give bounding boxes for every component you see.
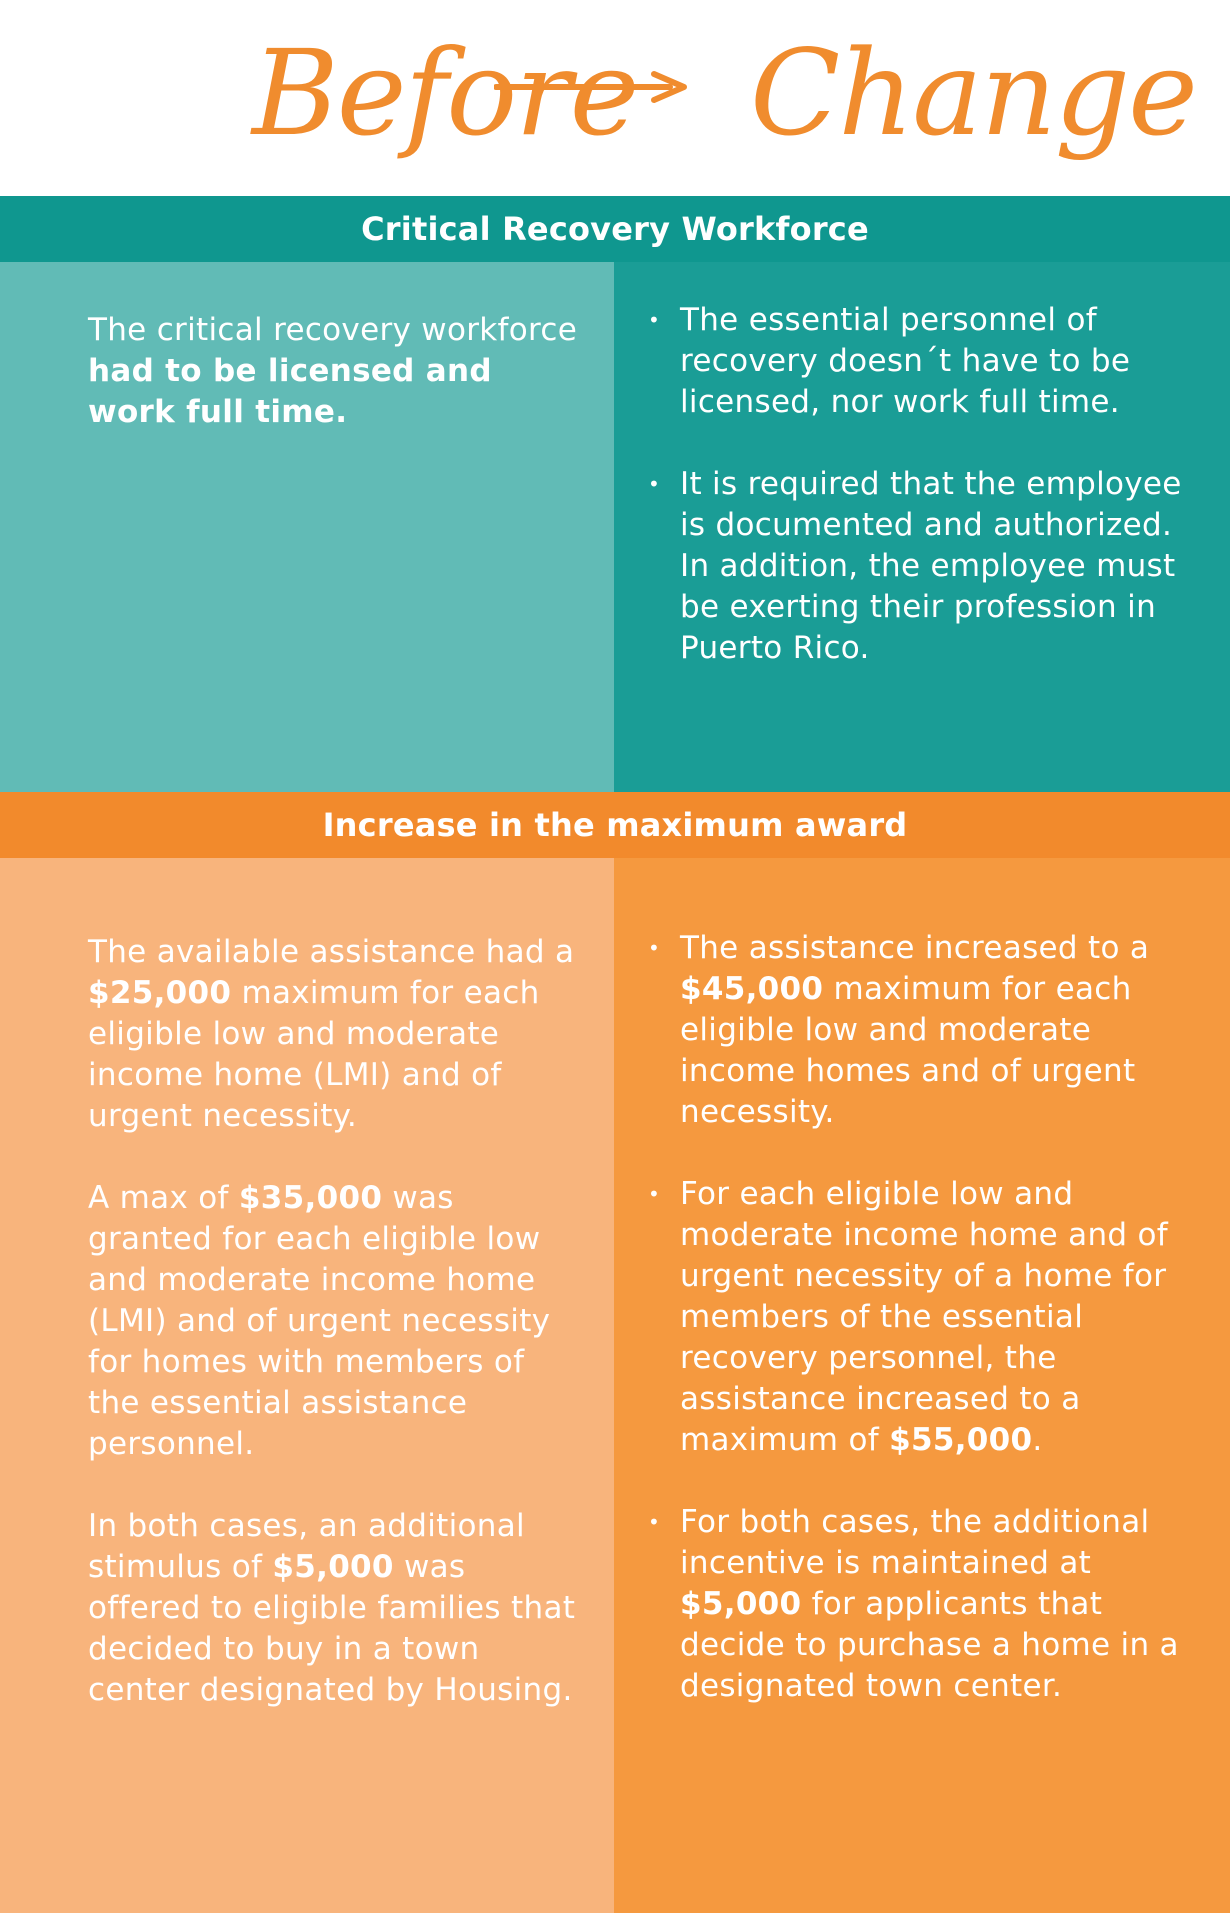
paragraph: A max of $35,000 was granted for each eligible low and moderate income home (LMI) and of urgent necessity for homes with members of the essential assistance personnel. <box>88 1180 551 1462</box>
bullet-dot-icon: • <box>648 1182 661 1206</box>
section-title-award: Increase in the maximum award <box>0 792 1230 858</box>
workforce-before-text <box>88 310 578 433</box>
award-change-panel <box>614 858 1230 1913</box>
header <box>0 0 1230 196</box>
bullet-dot-icon: • <box>648 472 661 496</box>
award-change-list <box>614 928 1230 1748</box>
bullet-dot-icon: • <box>648 936 661 960</box>
list-item: • It is required that the employee is documented and authorized. In addition, the employee must be exerting their profession in Puerto Rico. <box>648 466 1182 666</box>
workforce-before-panel <box>0 262 614 792</box>
workforce-change-list <box>614 300 1230 710</box>
award-before-panel <box>0 858 614 1913</box>
list-item: • For both cases, the additional incentive is maintained at $5,000 for applicants that decide to purchase a home in a designated town center. <box>648 1504 1179 1704</box>
paragraph: In both cases, an additional stimulus of $5,000 was offered to eligible families that decided to buy in a town center designated by Housing. <box>88 1508 576 1708</box>
award-before-text <box>88 932 578 1752</box>
bullet-dot-icon: • <box>648 308 661 332</box>
list-item: • The assistance increased to a $45,000 maximum for each eligible low and moderate income homes and of urgent necessity. <box>648 930 1150 1130</box>
bullet-dot-icon: • <box>648 1510 661 1534</box>
section-title-workforce: Critical Recovery Workforce <box>0 196 1230 262</box>
list-item: • For each eligible low and moderate income home and of urgent necessity of a home for members of the essential recovery personnel, the assistance increased to a maximum of $55,000. <box>648 1176 1169 1458</box>
header-before-title: Before <box>252 24 638 162</box>
workforce-change-panel <box>614 262 1230 792</box>
header-change-title: Change <box>750 24 1196 162</box>
paragraph: The available assistance had a $25,000 maximum for each eligible low and moderate income home (LMI) and of urgent necessity. <box>88 934 575 1134</box>
workforce-before-emphasis: had to be licensed and work full time. <box>88 353 492 430</box>
arrow-right-icon <box>494 70 690 104</box>
workforce-before-lead: The critical recovery workforce <box>88 312 578 348</box>
list-item: • The essential personnel of recovery doesn´t have to be licensed, nor work full time. <box>648 302 1131 420</box>
